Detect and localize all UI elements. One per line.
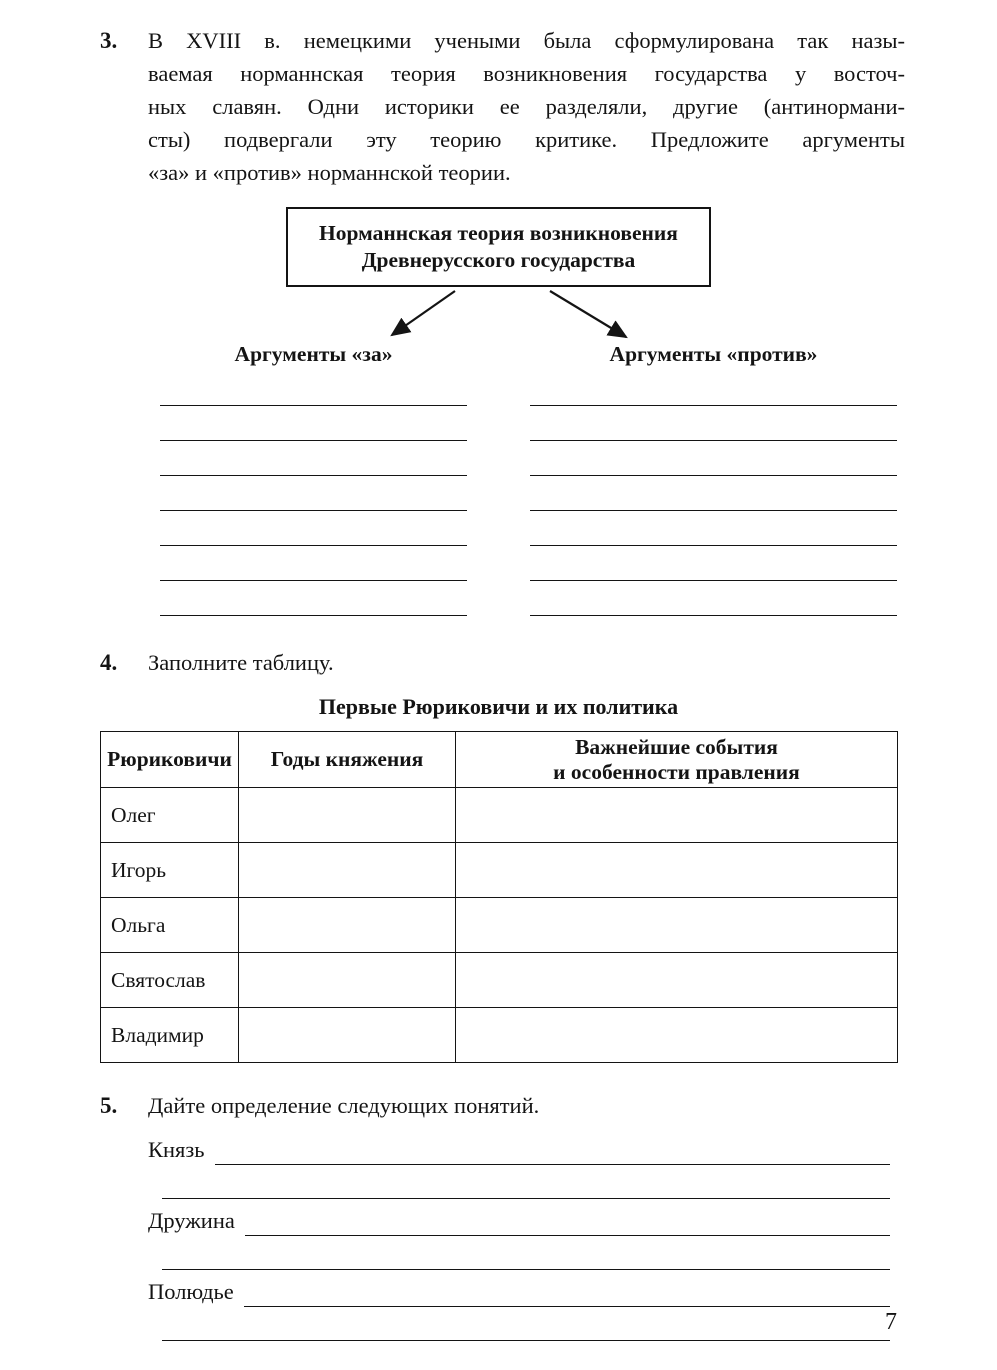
header-events-line1: Важнейшие события [575, 734, 778, 759]
question-3-text-line: В XVIII в. немецкими учеными была сформулирована так назы- [148, 28, 905, 53]
arrow-down-right-icon [550, 291, 626, 337]
arguments-for-label: Аргументы «за» [234, 342, 393, 366]
question-4 [100, 646, 905, 679]
theory-box-line2: Древнерусского государства [361, 248, 636, 272]
answer-write-line[interactable] [160, 581, 467, 616]
answer-write-line[interactable] [160, 511, 467, 546]
term-label: Дружина [148, 1208, 235, 1233]
table-row [101, 953, 898, 1008]
term-group-knyaz [148, 1128, 890, 1199]
table-row [101, 843, 898, 898]
norman-theory-diagram [0, 207, 997, 616]
years-cell[interactable] [239, 843, 456, 898]
theory-box-line1: Норманнская теория возникновения [319, 221, 678, 245]
header-events-line2: и особенности правления [553, 759, 800, 784]
answer-write-line[interactable] [530, 476, 897, 511]
argument-lines-row [160, 371, 997, 616]
years-cell[interactable] [239, 898, 456, 953]
term-group-druzhina [148, 1199, 890, 1270]
events-cell[interactable] [456, 1008, 898, 1063]
table-row [101, 788, 898, 843]
arrow-down-left-icon [392, 291, 455, 335]
question-4-prompt: Заполните таблицу. [148, 650, 334, 675]
definition-write-line[interactable] [244, 1276, 890, 1307]
header-events [456, 732, 898, 788]
question-5 [100, 1089, 905, 1122]
table-row [101, 898, 898, 953]
ruler-name: Святослав [101, 953, 239, 1008]
question-3-text-line: «за» и «против» норманнской теории. [148, 160, 511, 185]
column-gap [467, 371, 530, 616]
answer-write-line[interactable] [530, 371, 897, 406]
theory-box [286, 207, 711, 287]
term-row [148, 1199, 890, 1236]
arguments-against-lines [530, 371, 897, 616]
answer-write-line[interactable] [530, 581, 897, 616]
term-row [148, 1128, 890, 1165]
answer-write-line[interactable] [160, 406, 467, 441]
table-row [101, 1008, 898, 1063]
header-years: Годы княжения [239, 732, 456, 788]
answer-write-line[interactable] [530, 441, 897, 476]
question-3 [100, 24, 905, 189]
header-rurikovichi: Рюриковичи [101, 732, 239, 788]
argument-labels-row [160, 341, 997, 367]
definition-write-line[interactable] [245, 1205, 890, 1236]
term-label: Князь [148, 1137, 205, 1162]
definition-write-line[interactable] [162, 1307, 890, 1341]
ruler-name: Ольга [101, 898, 239, 953]
question-3-text [148, 24, 905, 189]
term-group-polyudye [148, 1270, 890, 1341]
answer-write-line[interactable] [530, 546, 897, 581]
rurik-table [100, 731, 898, 1063]
years-cell[interactable] [239, 953, 456, 1008]
ruler-name: Игорь [101, 843, 239, 898]
arguments-for-lines [160, 371, 467, 616]
ruler-name: Владимир [101, 1008, 239, 1063]
diagram-arrows [0, 289, 997, 341]
question-3-number: 3. [100, 28, 118, 53]
question-3-text-line: сты) подвергали эту теорию критике. Предложите аргументы [148, 127, 905, 152]
question-4-number: 4. [100, 650, 118, 675]
answer-write-line[interactable] [530, 511, 897, 546]
definition-write-line[interactable] [162, 1165, 890, 1199]
question-3-text-line: ных славян. Одни историки ее разделяли, другие (антинормани- [148, 94, 905, 119]
years-cell[interactable] [239, 788, 456, 843]
events-cell[interactable] [456, 898, 898, 953]
answer-write-line[interactable] [160, 441, 467, 476]
table-header-row [101, 732, 898, 788]
column-gap [467, 341, 530, 367]
answer-write-line[interactable] [530, 406, 897, 441]
page-number: 7 [885, 1309, 897, 1335]
definitions-block [148, 1128, 890, 1341]
arguments-against-label: Аргументы «против» [609, 342, 818, 366]
answer-write-line[interactable] [160, 371, 467, 406]
term-row [148, 1270, 890, 1307]
definition-write-line[interactable] [215, 1134, 890, 1165]
definition-write-line[interactable] [162, 1236, 890, 1270]
question-5-number: 5. [100, 1093, 118, 1118]
ruler-name: Олег [101, 788, 239, 843]
events-cell[interactable] [456, 788, 898, 843]
events-cell[interactable] [456, 843, 898, 898]
question-3-text-line: ваемая норманнская теория возникновения государства у восточ- [148, 61, 905, 86]
answer-write-line[interactable] [160, 546, 467, 581]
events-cell[interactable] [456, 953, 898, 1008]
years-cell[interactable] [239, 1008, 456, 1063]
question-5-prompt: Дайте определение следующих понятий. [148, 1093, 540, 1118]
table-title: Первые Рюриковичи и их политика [318, 694, 679, 719]
answer-write-line[interactable] [160, 476, 467, 511]
term-label: Полюдье [148, 1279, 234, 1304]
